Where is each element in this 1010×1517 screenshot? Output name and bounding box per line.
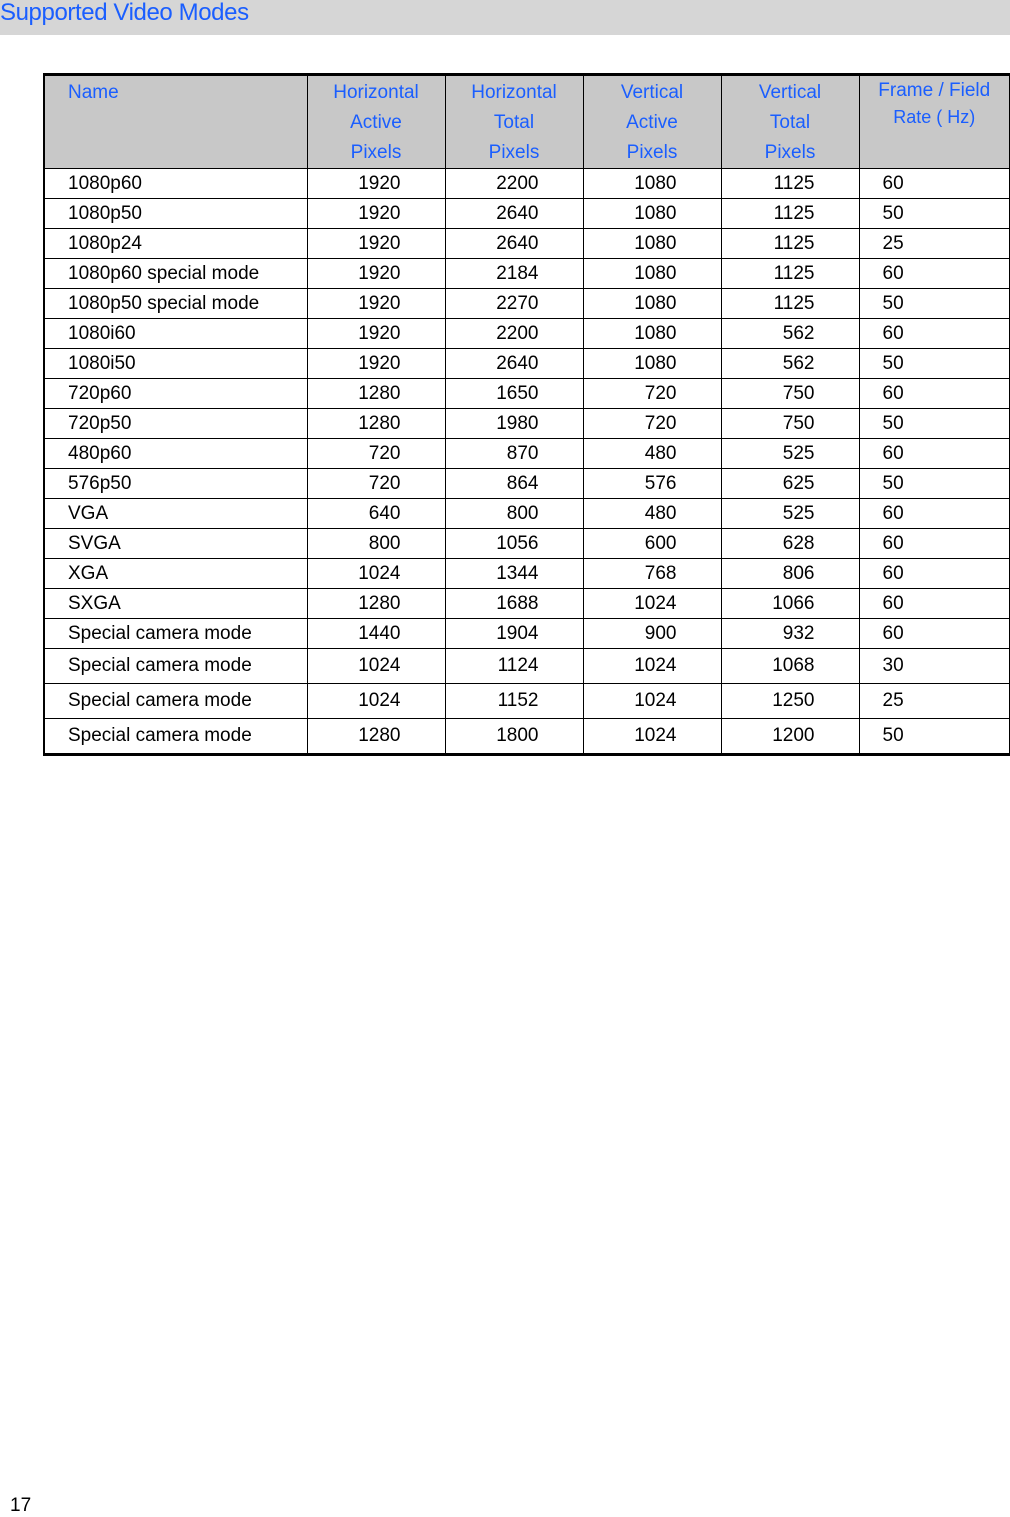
table-row: [44, 169, 1010, 199]
cell-horizontal-active: 640: [307, 499, 445, 529]
cell-frame-rate: 60: [859, 259, 1010, 289]
table-row: [44, 409, 1010, 439]
table-row: [44, 469, 1010, 499]
cell-horizontal-total: 1124: [445, 649, 583, 684]
table-row: [44, 349, 1010, 379]
cell-horizontal-active: 1280: [307, 589, 445, 619]
cell-vertical-active: 900: [583, 619, 721, 649]
cell-horizontal-total: 2640: [445, 229, 583, 259]
cell-name: XGA: [44, 559, 307, 589]
cell-horizontal-active: 1024: [307, 649, 445, 684]
column-header-frame-rate: Frame / Field Rate ( Hz): [859, 75, 1010, 169]
cell-vertical-active: 768: [583, 559, 721, 589]
cell-horizontal-total: 864: [445, 469, 583, 499]
section-title: Supported Video Modes: [0, 0, 249, 26]
table-row: [44, 499, 1010, 529]
cell-name: VGA: [44, 499, 307, 529]
cell-horizontal-active: 1920: [307, 319, 445, 349]
cell-frame-rate: 50: [859, 199, 1010, 229]
table-row: [44, 619, 1010, 649]
cell-horizontal-total: 2200: [445, 319, 583, 349]
table-row: [44, 379, 1010, 409]
cell-vertical-active: 600: [583, 529, 721, 559]
cell-name: Special camera mode: [44, 719, 307, 755]
cell-frame-rate: 60: [859, 169, 1010, 199]
table-row: [44, 199, 1010, 229]
cell-horizontal-active: 800: [307, 529, 445, 559]
table-header-row: [44, 75, 1010, 169]
cell-horizontal-active: 1920: [307, 229, 445, 259]
cell-vertical-active: 720: [583, 409, 721, 439]
cell-horizontal-total: 1980: [445, 409, 583, 439]
cell-vertical-active: 576: [583, 469, 721, 499]
cell-horizontal-active: 720: [307, 469, 445, 499]
cell-frame-rate: 60: [859, 439, 1010, 469]
page-number: 17: [10, 1495, 32, 1516]
cell-horizontal-total: 2184: [445, 259, 583, 289]
cell-vertical-active: 1080: [583, 349, 721, 379]
cell-frame-rate: 25: [859, 684, 1010, 719]
cell-name: 720p60: [44, 379, 307, 409]
cell-vertical-total: 525: [721, 499, 859, 529]
cell-vertical-total: 1125: [721, 169, 859, 199]
cell-horizontal-active: 1024: [307, 559, 445, 589]
column-header-vertical-total: Vertical Total Pixels: [721, 75, 859, 169]
table-body: [44, 169, 1010, 755]
cell-vertical-total: 562: [721, 319, 859, 349]
cell-horizontal-total: 1800: [445, 719, 583, 755]
cell-frame-rate: 50: [859, 469, 1010, 499]
cell-frame-rate: 60: [859, 319, 1010, 349]
cell-horizontal-active: 1280: [307, 719, 445, 755]
cell-vertical-active: 1024: [583, 589, 721, 619]
cell-name: 480p60: [44, 439, 307, 469]
cell-frame-rate: 60: [859, 589, 1010, 619]
table-row: [44, 319, 1010, 349]
table-row: [44, 529, 1010, 559]
cell-vertical-active: 480: [583, 499, 721, 529]
cell-vertical-active: 1080: [583, 319, 721, 349]
cell-vertical-total: 1125: [721, 289, 859, 319]
column-header-vertical-active: Vertical Active Pixels: [583, 75, 721, 169]
cell-vertical-total: 1125: [721, 199, 859, 229]
cell-horizontal-active: 1280: [307, 409, 445, 439]
cell-vertical-active: 720: [583, 379, 721, 409]
column-header-name: Name: [44, 75, 307, 169]
cell-frame-rate: 50: [859, 719, 1010, 755]
cell-name: 720p50: [44, 409, 307, 439]
cell-horizontal-total: 1688: [445, 589, 583, 619]
cell-vertical-total: 806: [721, 559, 859, 589]
cell-vertical-total: 562: [721, 349, 859, 379]
cell-frame-rate: 60: [859, 499, 1010, 529]
cell-horizontal-total: 1650: [445, 379, 583, 409]
cell-vertical-active: 1080: [583, 259, 721, 289]
cell-horizontal-total: 2200: [445, 169, 583, 199]
cell-horizontal-total: 1904: [445, 619, 583, 649]
cell-vertical-total: 1068: [721, 649, 859, 684]
cell-name: SVGA: [44, 529, 307, 559]
table-row: [44, 559, 1010, 589]
column-header-horizontal-total: Horizontal Total Pixels: [445, 75, 583, 169]
table-row: [44, 649, 1010, 684]
cell-vertical-active: 1080: [583, 289, 721, 319]
table-row: [44, 719, 1010, 755]
cell-frame-rate: 50: [859, 349, 1010, 379]
cell-vertical-active: 1080: [583, 199, 721, 229]
cell-horizontal-total: 1056: [445, 529, 583, 559]
cell-horizontal-total: 870: [445, 439, 583, 469]
cell-vertical-active: 1024: [583, 649, 721, 684]
cell-name: Special camera mode: [44, 649, 307, 684]
cell-vertical-total: 625: [721, 469, 859, 499]
cell-vertical-active: 1080: [583, 169, 721, 199]
table-row: [44, 229, 1010, 259]
cell-name: 1080i50: [44, 349, 307, 379]
cell-frame-rate: 60: [859, 529, 1010, 559]
cell-horizontal-active: 1920: [307, 349, 445, 379]
cell-name: Special camera mode: [44, 619, 307, 649]
table-row: [44, 259, 1010, 289]
cell-vertical-total: 1200: [721, 719, 859, 755]
cell-horizontal-total: 2270: [445, 289, 583, 319]
cell-frame-rate: 60: [859, 379, 1010, 409]
cell-vertical-total: 1250: [721, 684, 859, 719]
cell-frame-rate: 60: [859, 619, 1010, 649]
cell-vertical-total: 932: [721, 619, 859, 649]
cell-horizontal-active: 1920: [307, 289, 445, 319]
table-row: [44, 684, 1010, 719]
cell-horizontal-active: 1920: [307, 169, 445, 199]
cell-vertical-total: 628: [721, 529, 859, 559]
cell-name: 1080p24: [44, 229, 307, 259]
cell-name: 1080p50: [44, 199, 307, 229]
cell-vertical-active: 1024: [583, 719, 721, 755]
cell-horizontal-active: 720: [307, 439, 445, 469]
cell-frame-rate: 25: [859, 229, 1010, 259]
cell-vertical-total: 525: [721, 439, 859, 469]
cell-vertical-total: 1125: [721, 259, 859, 289]
cell-horizontal-active: 1280: [307, 379, 445, 409]
cell-vertical-total: 750: [721, 409, 859, 439]
cell-name: 1080p60: [44, 169, 307, 199]
cell-vertical-active: 1080: [583, 229, 721, 259]
cell-horizontal-total: 1344: [445, 559, 583, 589]
table-row: [44, 589, 1010, 619]
cell-horizontal-active: 1920: [307, 199, 445, 229]
cell-vertical-total: 1125: [721, 229, 859, 259]
cell-horizontal-total: 800: [445, 499, 583, 529]
cell-vertical-total: 1066: [721, 589, 859, 619]
cell-name: 1080p50 special mode: [44, 289, 307, 319]
cell-frame-rate: 30: [859, 649, 1010, 684]
cell-horizontal-active: 1920: [307, 259, 445, 289]
cell-name: 576p50: [44, 469, 307, 499]
cell-vertical-total: 750: [721, 379, 859, 409]
cell-name: 1080i60: [44, 319, 307, 349]
video-modes-table: [43, 73, 1010, 756]
cell-horizontal-total: 1152: [445, 684, 583, 719]
table-row: [44, 439, 1010, 469]
cell-vertical-active: 480: [583, 439, 721, 469]
cell-frame-rate: 60: [859, 559, 1010, 589]
cell-horizontal-total: 2640: [445, 199, 583, 229]
cell-vertical-active: 1024: [583, 684, 721, 719]
column-header-horizontal-active: Horizontal Active Pixels: [307, 75, 445, 169]
cell-name: Special camera mode: [44, 684, 307, 719]
cell-horizontal-total: 2640: [445, 349, 583, 379]
table-row: [44, 289, 1010, 319]
cell-frame-rate: 50: [859, 289, 1010, 319]
cell-horizontal-active: 1024: [307, 684, 445, 719]
cell-frame-rate: 50: [859, 409, 1010, 439]
cell-horizontal-active: 1440: [307, 619, 445, 649]
cell-name: 1080p60 special mode: [44, 259, 307, 289]
cell-name: SXGA: [44, 589, 307, 619]
